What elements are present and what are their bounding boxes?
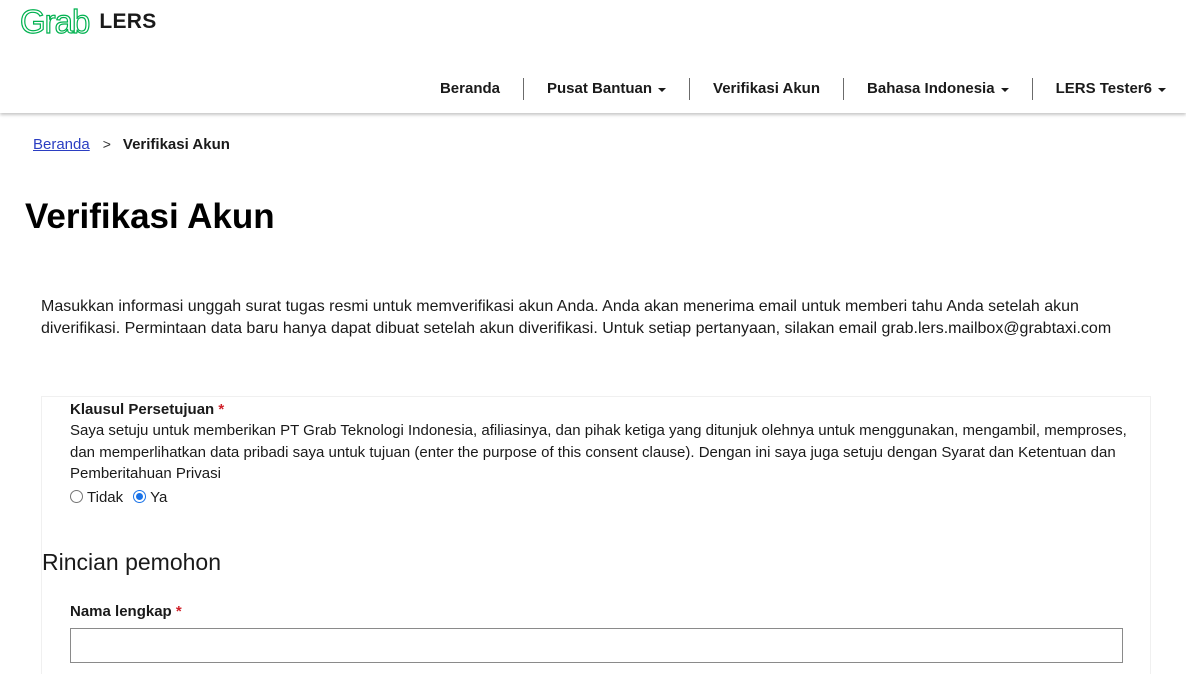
brand[interactable]: [20, 3, 157, 40]
consent-text: Saya setuju untuk memberikan PT Grab Teknologi Indonesia, afiliasinya, dan pihak ketiga yang ditunjuk olehnya untuk menggunakan, mengambil, memproses, dan memperlihatkan data pribadi saya untuk tujuan (enter the purpose of this consent clause). Dengan ini saya juga setuju dengan Syarat dan Ketentuan dan Pemberitahuan Privasi: [70, 422, 1127, 482]
full-name-label: [70, 602, 182, 622]
consent-label-text: Klausul Persetujuan: [70, 401, 215, 418]
nav-item-beranda[interactable]: [417, 78, 523, 100]
grab-logo[interactable]: Grab: [20, 3, 90, 40]
section-title-applicant: Rincian pemohon: [42, 549, 222, 575]
full-name-label-text: Nama lengkap: [70, 603, 172, 620]
caret-down-icon: [1158, 88, 1166, 92]
nav-item-label: Verifikasi Akun: [713, 80, 821, 97]
nav-item-user-menu[interactable]: [1033, 78, 1166, 100]
intro-text: Masukkan informasi unggah surat tugas resmi untuk memverifikasi akun Anda. Anda akan menerima email untuk memberi tahu Anda setelah akun diverifikasi. Permintaan data baru hanya dapat dibuat setelah akun diverifikasi. Untuk setiap pertanyaan, silakan email grab.lers.mailbox@grabtaxi.com: [41, 298, 1112, 337]
verification-form: [41, 396, 1151, 674]
nav-item-label: LERS Tester6: [1055, 80, 1152, 97]
nav-item-language[interactable]: [844, 78, 1032, 100]
top-header: [0, 0, 1186, 113]
page-title: Verifikasi Akun: [25, 197, 275, 236]
radio-label-ya[interactable]: Ya: [150, 489, 168, 506]
consent-radio-group: [70, 487, 1130, 509]
required-mark: *: [175, 603, 182, 620]
required-mark: *: [218, 401, 225, 418]
radio-label-tidak[interactable]: Tidak: [87, 489, 124, 506]
full-name-input[interactable]: [70, 628, 1123, 663]
nav-item-verifikasi-akun[interactable]: [690, 78, 843, 100]
radio-tidak[interactable]: [70, 490, 83, 503]
nav-item-label: Pusat Bantuan: [547, 80, 653, 97]
nav-item-pusat-bantuan[interactable]: [524, 78, 689, 100]
nav-item-label: Bahasa Indonesia: [867, 80, 995, 97]
breadcrumb-home-link[interactable]: Beranda: [33, 135, 90, 153]
consent-label: [70, 400, 1130, 420]
breadcrumb-current: Verifikasi Akun: [122, 135, 230, 153]
radio-ya[interactable]: [133, 490, 146, 503]
consent-clause: [70, 400, 1130, 509]
app-name: LERS: [99, 10, 157, 33]
caret-down-icon: [1001, 88, 1009, 92]
nav-item-label: Beranda: [439, 80, 500, 97]
caret-down-icon: [658, 88, 666, 92]
breadcrumb-separator: >: [102, 136, 111, 152]
breadcrumb: [33, 134, 230, 154]
main-nav: [417, 78, 1166, 100]
